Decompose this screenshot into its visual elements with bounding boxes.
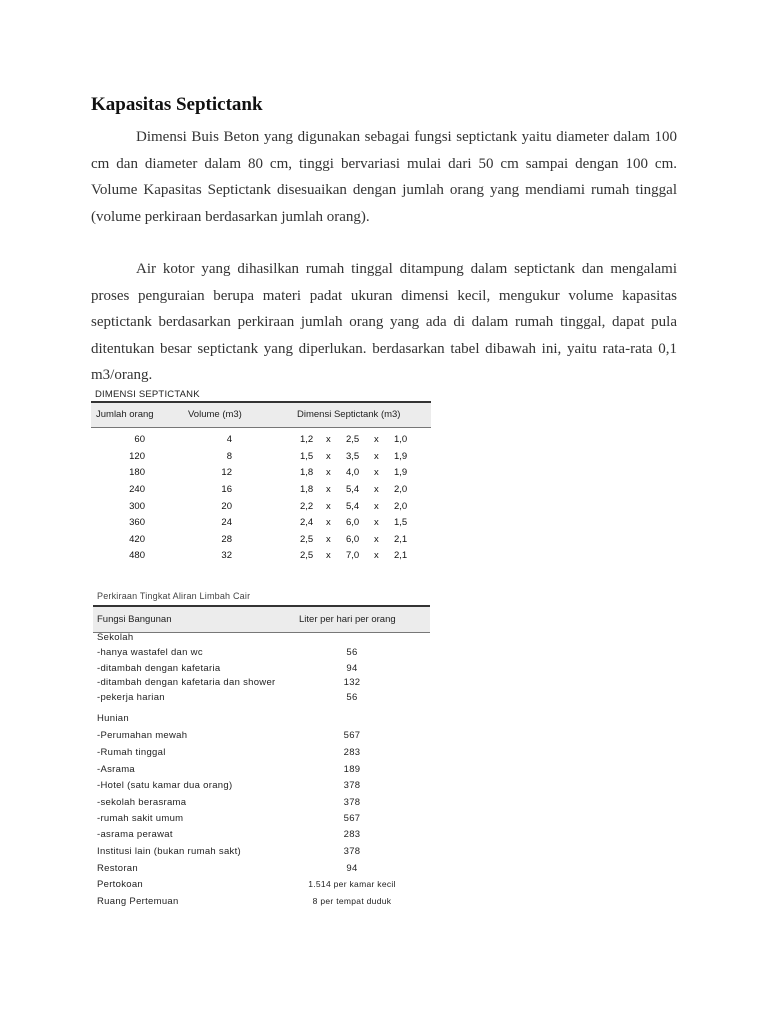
- cell-jumlah-orang: 240: [129, 484, 145, 495]
- cell-times: x: [374, 550, 379, 561]
- cell-fungsi-bangunan: -Asrama: [97, 764, 135, 775]
- cell-times: x: [326, 501, 331, 512]
- table1-header-volume: Volume (m3): [188, 409, 242, 420]
- cell-dim-b: 6,0: [346, 534, 360, 545]
- cell-liter: 567: [343, 730, 361, 741]
- cell-jumlah-orang: 420: [129, 534, 145, 545]
- cell-volume: 24: [221, 517, 232, 528]
- cell-volume: 20: [221, 501, 232, 512]
- cell-times: x: [326, 467, 331, 478]
- cell-fungsi-bangunan: -Perumahan mewah: [97, 730, 188, 741]
- cell-liter: 189: [343, 764, 361, 775]
- cell-times: x: [326, 484, 331, 495]
- cell-liter: 94: [346, 663, 358, 674]
- cell-dim-a: 1,8: [300, 484, 314, 495]
- cell-dim-c: 1,0: [394, 434, 408, 445]
- cell-times: x: [326, 534, 331, 545]
- cell-dim-b: 6,0: [346, 517, 360, 528]
- cell-fungsi-bangunan: -rumah sakit umum: [97, 813, 184, 824]
- cell-liter: 94: [346, 863, 358, 874]
- cell-liter: 283: [343, 829, 361, 840]
- table2-title: Perkiraan Tingkat Aliran Limbah Cair: [97, 591, 251, 601]
- table2-header-fungsi: Fungsi Bangunan: [97, 614, 172, 625]
- cell-jumlah-orang: 60: [134, 434, 145, 445]
- cell-fungsi-bangunan: Pertokoan: [97, 879, 144, 890]
- cell-fungsi-bangunan: Ruang Pertemuan: [97, 896, 179, 907]
- cell-volume: 4: [226, 434, 232, 445]
- cell-times: x: [374, 501, 379, 512]
- paragraph-2: Air kotor yang dihasilkan rumah tinggal ditampung dalam septictank dan mengalami proses penguraian berupa materi padat ukuran dimensi kecil, mengukur volume kapasitas septictank berdasarkan perkiraan jumlah orang yang ada di dalam rumah tinggal, dapat pula ditentukan besar septictank yang diperlukan. berdasarkan tabel dibawah ini, yaitu rata-rata 0,1 m3/orang.: [91, 261, 677, 383]
- cell-fungsi-bangunan: Institusi lain (bukan rumah sakt): [97, 846, 242, 857]
- cell-times: x: [374, 484, 379, 495]
- cell-fungsi-bangunan: Sekolah: [97, 632, 134, 643]
- cell-dim-c: 2,1: [394, 550, 408, 561]
- cell-volume: 8: [226, 451, 232, 462]
- table2-header-liter: Liter per hari per orang: [299, 614, 396, 625]
- cell-dim-a: 2,5: [300, 534, 314, 545]
- cell-jumlah-orang: 120: [129, 451, 145, 462]
- cell-fungsi-bangunan: -Hotel (satu kamar dua orang): [97, 780, 233, 791]
- cell-jumlah-orang: 180: [129, 467, 145, 478]
- cell-liter: 8 per tempat duduk: [312, 896, 392, 906]
- cell-dim-c: 2,1: [394, 534, 408, 545]
- cell-dim-b: 3,5: [346, 451, 360, 462]
- cell-dim-a: 1,2: [300, 434, 314, 445]
- cell-times: x: [374, 517, 379, 528]
- cell-volume: 16: [221, 484, 232, 495]
- page-title: Kapasitas Septictank: [91, 94, 263, 115]
- cell-dim-a: 2,2: [300, 501, 314, 512]
- cell-times: x: [374, 434, 379, 445]
- cell-fungsi-bangunan: -sekolah berasrama: [97, 797, 187, 808]
- cell-dim-b: 2,5: [346, 434, 360, 445]
- cell-fungsi-bangunan: -asrama perawat: [97, 829, 173, 840]
- cell-times: x: [326, 517, 331, 528]
- paragraph-1: Dimensi Buis Beton yang digunakan sebagai fungsi septictank yaitu diameter dalam 100 cm dan diameter dalam 80 cm, tinggi bervariasi mulai dari 50 cm sampai dengan 100 cm. Volume Kapasitas Septictank disesuaikan dengan jumlah orang yang mendiami rumah tinggal (volume perkiraan berdasarkan jumlah orang).: [91, 129, 677, 225]
- cell-times: x: [326, 434, 331, 445]
- cell-fungsi-bangunan: -Rumah tinggal: [97, 747, 166, 758]
- cell-dim-a: 1,5: [300, 451, 314, 462]
- table1-header-jumlah: Jumlah orang: [96, 409, 154, 420]
- cell-fungsi-bangunan: -pekerja harian: [97, 692, 165, 703]
- cell-dim-c: 2,0: [394, 484, 408, 495]
- cell-dim-c: 1,9: [394, 451, 408, 462]
- cell-times: x: [326, 451, 331, 462]
- cell-liter: 378: [343, 797, 361, 808]
- cell-fungsi-bangunan: -hanya wastafel dan wc: [97, 647, 203, 658]
- cell-dim-c: 1,9: [394, 467, 408, 478]
- cell-liter: 56: [346, 692, 358, 703]
- cell-liter: 567: [343, 813, 361, 824]
- cell-dim-a: 2,4: [300, 517, 314, 528]
- cell-jumlah-orang: 360: [129, 517, 145, 528]
- cell-fungsi-bangunan: Restoran: [97, 863, 138, 874]
- table1-header-dimensi: Dimensi Septictank (m3): [297, 409, 401, 420]
- cell-times: x: [326, 550, 331, 561]
- cell-volume: 32: [221, 550, 232, 561]
- cell-volume: 28: [221, 534, 232, 545]
- cell-dim-a: 2,5: [300, 550, 314, 561]
- cell-jumlah-orang: 300: [129, 501, 145, 512]
- cell-fungsi-bangunan: -ditambah dengan kafetaria dan shower: [97, 677, 276, 688]
- cell-jumlah-orang: 480: [129, 550, 145, 561]
- cell-dim-b: 5,4: [346, 484, 360, 495]
- table1-title: DIMENSI SEPTICTANK: [95, 389, 200, 400]
- cell-liter: 378: [343, 846, 361, 857]
- cell-dim-a: 1,8: [300, 467, 314, 478]
- cell-liter: 378: [343, 780, 361, 791]
- cell-volume: 12: [221, 467, 232, 478]
- cell-dim-c: 1,5: [394, 517, 408, 528]
- cell-liter: 283: [343, 747, 361, 758]
- cell-liter: 56: [346, 647, 358, 658]
- cell-dim-b: 7,0: [346, 550, 360, 561]
- cell-liter: 132: [343, 677, 361, 688]
- cell-times: x: [374, 451, 379, 462]
- cell-times: x: [374, 467, 379, 478]
- cell-liter: 1.514 per kamar kecil: [308, 879, 396, 889]
- cell-dim-b: 4,0: [346, 467, 360, 478]
- cell-fungsi-bangunan: Hunian: [97, 713, 129, 724]
- cell-times: x: [374, 534, 379, 545]
- cell-dim-b: 5,4: [346, 501, 360, 512]
- cell-fungsi-bangunan: -ditambah dengan kafetaria: [97, 663, 221, 674]
- cell-dim-c: 2,0: [394, 501, 408, 512]
